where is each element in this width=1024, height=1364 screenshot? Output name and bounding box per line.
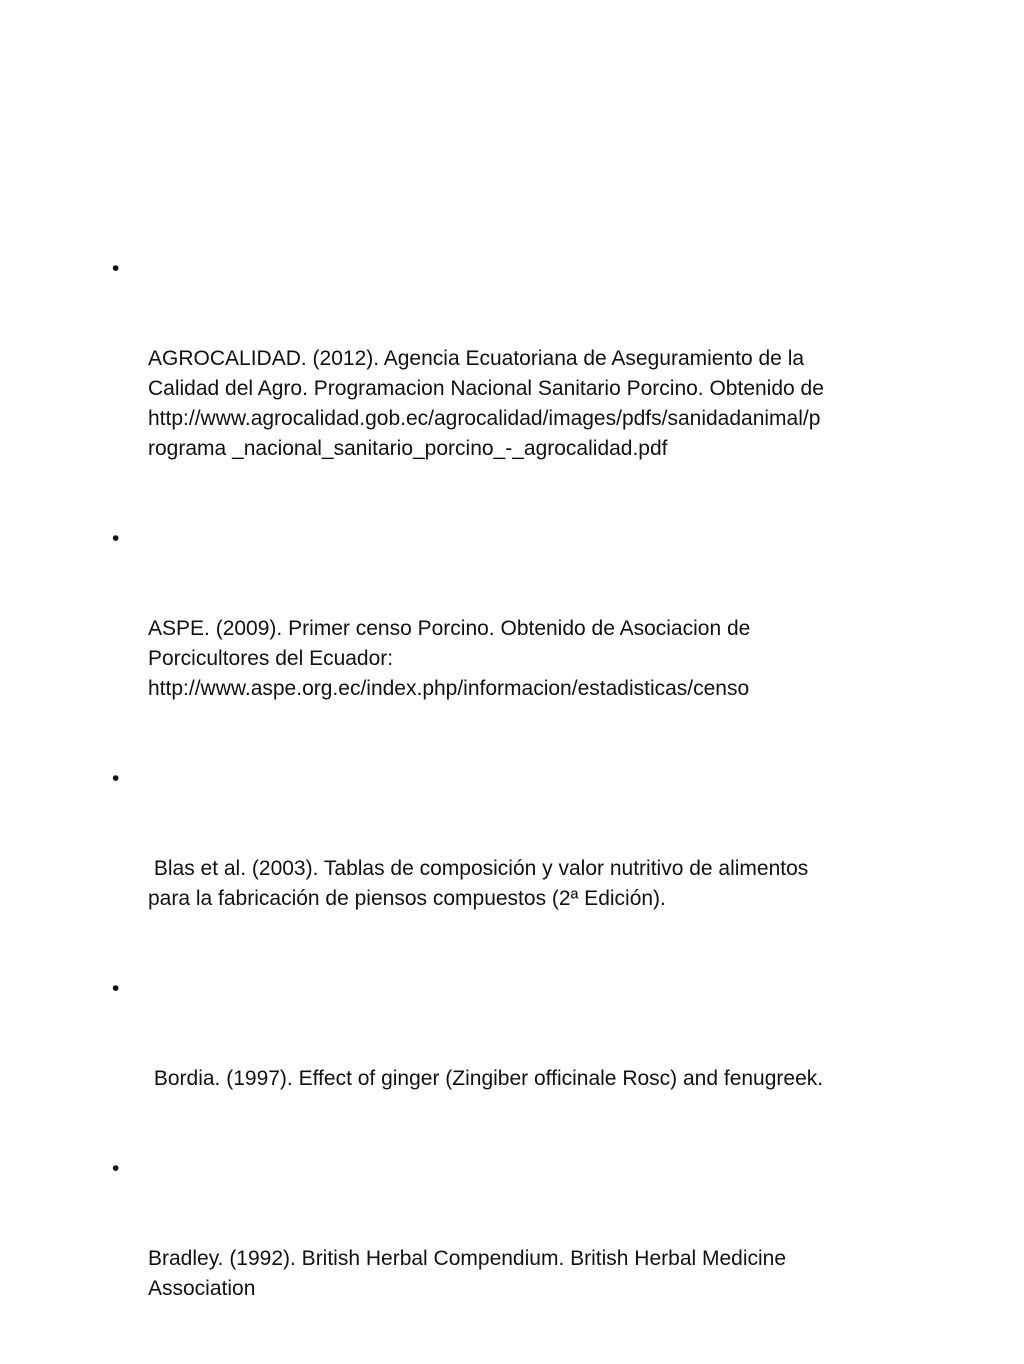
- reference-item: [112, 974, 932, 1154]
- reference-text: Blas et al. (2003). Tablas de composición y valor nutritivo de alimentos para la fabricación de piensos compuestos (2ª Edición).: [148, 857, 809, 910]
- bullet-icon: •: [112, 527, 120, 550]
- bullet-icon: •: [112, 767, 120, 790]
- bullet-icon: •: [112, 1157, 120, 1180]
- bullet-icon: •: [112, 257, 120, 280]
- reference-item: [112, 764, 932, 974]
- reference-item: [112, 1154, 932, 1364]
- reference-text: AGROCALIDAD. (2012). Agencia Ecuatoriana de Aseguramiento de la Calidad del Agro. Programacion Nacional Sanitario Porcino. Obtenido de http://www.agrocalidad.gob.ec/agrocalidad/images/pdfs/sanidadanimal/p rograma _nacional_sanitario_porcino_-_agrocalidad.pdf: [148, 347, 824, 460]
- reference-list: [112, 254, 932, 1364]
- reference-text: ASPE. (2009). Primer censo Porcino. Obtenido de Asociacion de Porcicultores del Ecuador: http://www.aspe.org.ec/index.php/informacion/estadisticas/censo: [148, 617, 751, 700]
- reference-text: Bradley. (1992). British Herbal Compendium. British Herbal Medicine Association: [148, 1247, 787, 1300]
- reference-item: [112, 254, 932, 524]
- bullet-icon: •: [112, 977, 120, 1000]
- reference-item: [112, 524, 932, 764]
- reference-text: Bordia. (1997). Effect of ginger (Zingiber officinale Rosc) and fenugreek.: [148, 1067, 824, 1090]
